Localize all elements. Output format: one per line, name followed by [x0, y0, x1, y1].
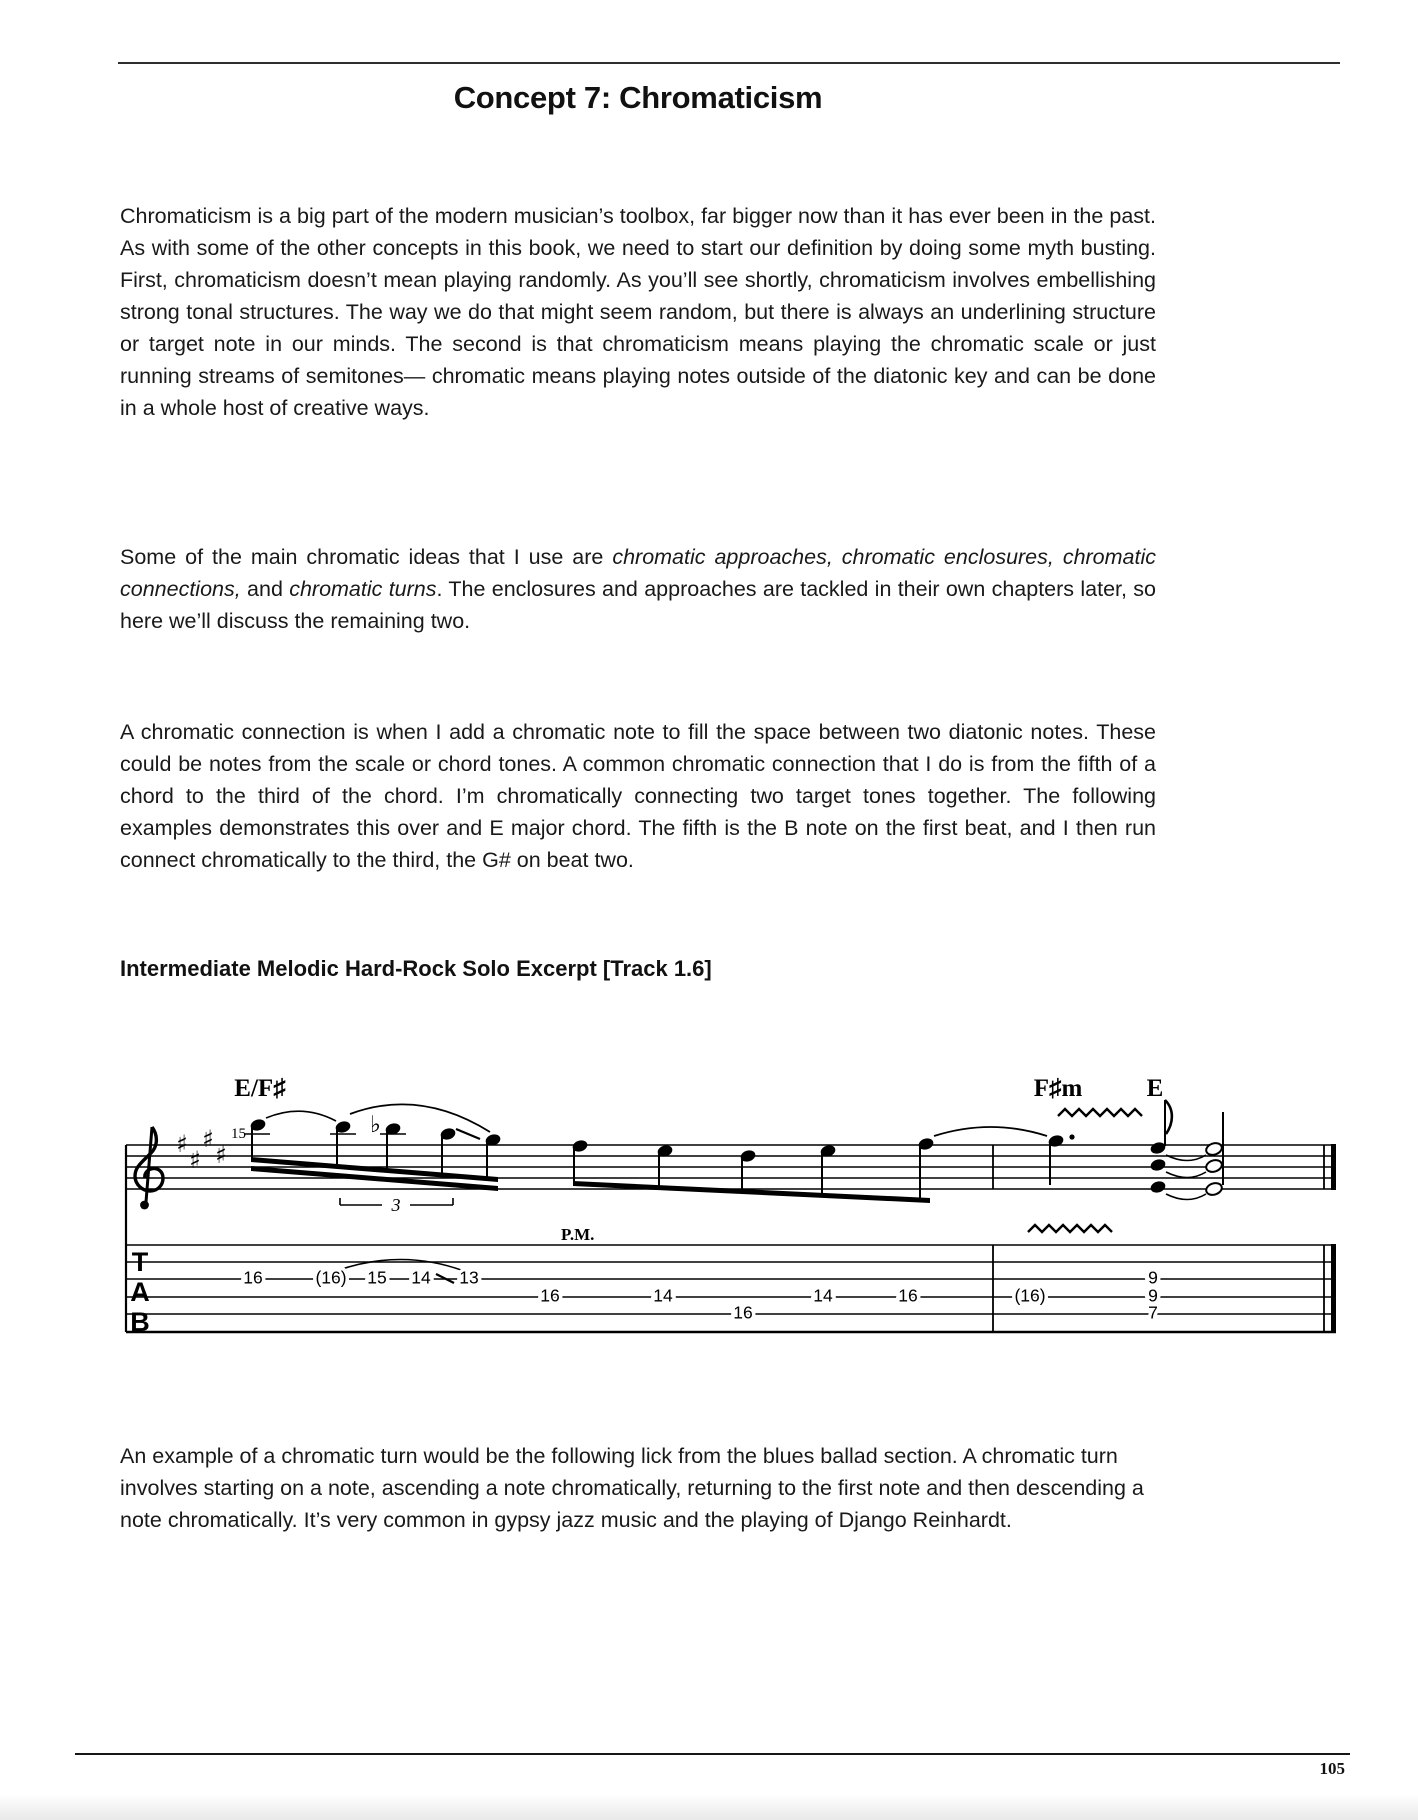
sharp-icon: ♯ [189, 1146, 201, 1174]
chord-label-e: E [1146, 1075, 1164, 1102]
top-rule [118, 62, 1340, 64]
tab-note: 15 [367, 1267, 387, 1288]
text-run: Some of the main chromatic ideas that I use are [120, 545, 613, 569]
triplet-number: 3 [391, 1195, 401, 1215]
tab-note: 16 [243, 1267, 263, 1288]
tie [1166, 1172, 1206, 1178]
tie [1166, 1194, 1206, 1200]
tab-note: 16 [540, 1285, 560, 1306]
sharp-icon: ♯ [202, 1125, 214, 1153]
tab-final-thick-barline [1331, 1244, 1336, 1333]
paragraph-chromatic-connection: A chromatic connection is when I add a chromatic note to fill the space between two diatonic notes. These could be notes from the scale or chord tones. A common chromatic connection that I do is from the fifth of a chord to the third of the chord. I’m chromatically connecting two target tones together. The following examples demonstrates this over and E major chord. The fifth is the B note on the first beat, and I then run connect chromatically to the third, the G# on beat two. [120, 720, 1156, 872]
page-edge-shadow [0, 1794, 1418, 1820]
tab-note: 13 [459, 1267, 479, 1288]
treble-clef-icon [135, 1127, 163, 1209]
page-number: 105 [1319, 1759, 1345, 1778]
sharp-icon: ♯ [215, 1141, 227, 1169]
eighth-flag [1165, 1100, 1172, 1134]
paragraph-intro: Chromaticism is a big part of the modern musician’s toolbox, far bigger now than it has ever been in the past. As with some of the other concepts in this book, we need to start our definition by doing some myth busting. First, chromaticism doesn’t mean playing randomly. As you’ll see shortly, chromaticism involves embellishing strong tonal structures. The way we do that might seem random, but there is always an underlining structure or target note in our minds. The second is that chromaticism means playing the chromatic scale or just running streams of semitones— chromatic means playing notes outside of the diatonic key and can be done in a whole host of creative ways. [120, 204, 1156, 420]
tab-note: 9 [1148, 1267, 1158, 1288]
tab-note: (16) [1014, 1285, 1046, 1306]
half-note-head [1205, 1181, 1224, 1197]
chord-label-e-over-fsharp: E/F♯ [234, 1075, 286, 1102]
tab-clef [130, 1247, 150, 1337]
page-title: Concept 7: Chromaticism [453, 80, 823, 115]
paragraph-chromatic-ideas [120, 541, 1156, 637]
tab-note: 7 [1148, 1302, 1158, 1323]
position-marker: 15 [231, 1126, 246, 1142]
slur [266, 1111, 336, 1121]
palm-mute-label: P.M. [561, 1225, 595, 1244]
note-head [1149, 1158, 1167, 1173]
tab-note: 9 [1148, 1285, 1158, 1306]
tab-note: 16 [733, 1302, 753, 1323]
staff-final-thick-barline [1331, 1144, 1336, 1190]
ending-chords [1149, 1100, 1223, 1200]
triplet-bracket [340, 1195, 453, 1215]
paragraph-chromatic-turn: An example of a chromatic turn would be the following lick from the blues ballad section. A chromatic turn involves starting on a note, ascending a note chromatically, returning to the first note and then descending a note chromatically. It’s very common in gypsy jazz music and the playing of Django Reinhardt. [120, 1444, 1144, 1532]
dotted-note [1047, 1109, 1142, 1185]
note-head [1149, 1180, 1167, 1195]
tab-letter-b: B [130, 1307, 150, 1337]
tab-note: 16 [898, 1285, 918, 1306]
text-run-italic: chromatic approaches, chromatic enclosures, chromatic connections, [120, 545, 1157, 601]
half-note-head [1205, 1141, 1224, 1157]
beam [573, 1181, 930, 1203]
vibrato-squiggle [1028, 1225, 1112, 1232]
tab-note: 14 [411, 1267, 431, 1288]
music-notation [118, 1052, 1368, 1352]
tab-note: (16) [315, 1267, 347, 1288]
text-run: . The enclosures and approaches are tackled in their own chapters later, so here we’ll discuss the remaining two. [120, 577, 1156, 633]
text-run: and [240, 577, 290, 601]
music-notation-svg [118, 1052, 1368, 1352]
tab-letter-a: A [130, 1277, 150, 1307]
augmentation-dot [1069, 1134, 1074, 1139]
chord-label-fsharp-minor: F♯m [1033, 1075, 1083, 1102]
tab-letter-t: T [131, 1247, 149, 1277]
text-run-italic: chromatic turns [289, 577, 437, 601]
vibrato-squiggle [1058, 1109, 1142, 1116]
example-heading: Intermediate Melodic Hard-Rock Solo Excerpt [Track 1.6] [120, 956, 712, 981]
sharp-icon: ♯ [176, 1130, 188, 1158]
note-group-2 [571, 1127, 1047, 1203]
tie [934, 1127, 1047, 1136]
flat-icon: ♭ [370, 1112, 381, 1138]
slide-mark [456, 1129, 480, 1139]
tab-note: 14 [813, 1285, 833, 1306]
tab-note: 14 [653, 1285, 673, 1306]
bottom-rule [75, 1753, 1350, 1755]
tab-slur [336, 1260, 464, 1272]
half-note-head [1205, 1158, 1224, 1174]
